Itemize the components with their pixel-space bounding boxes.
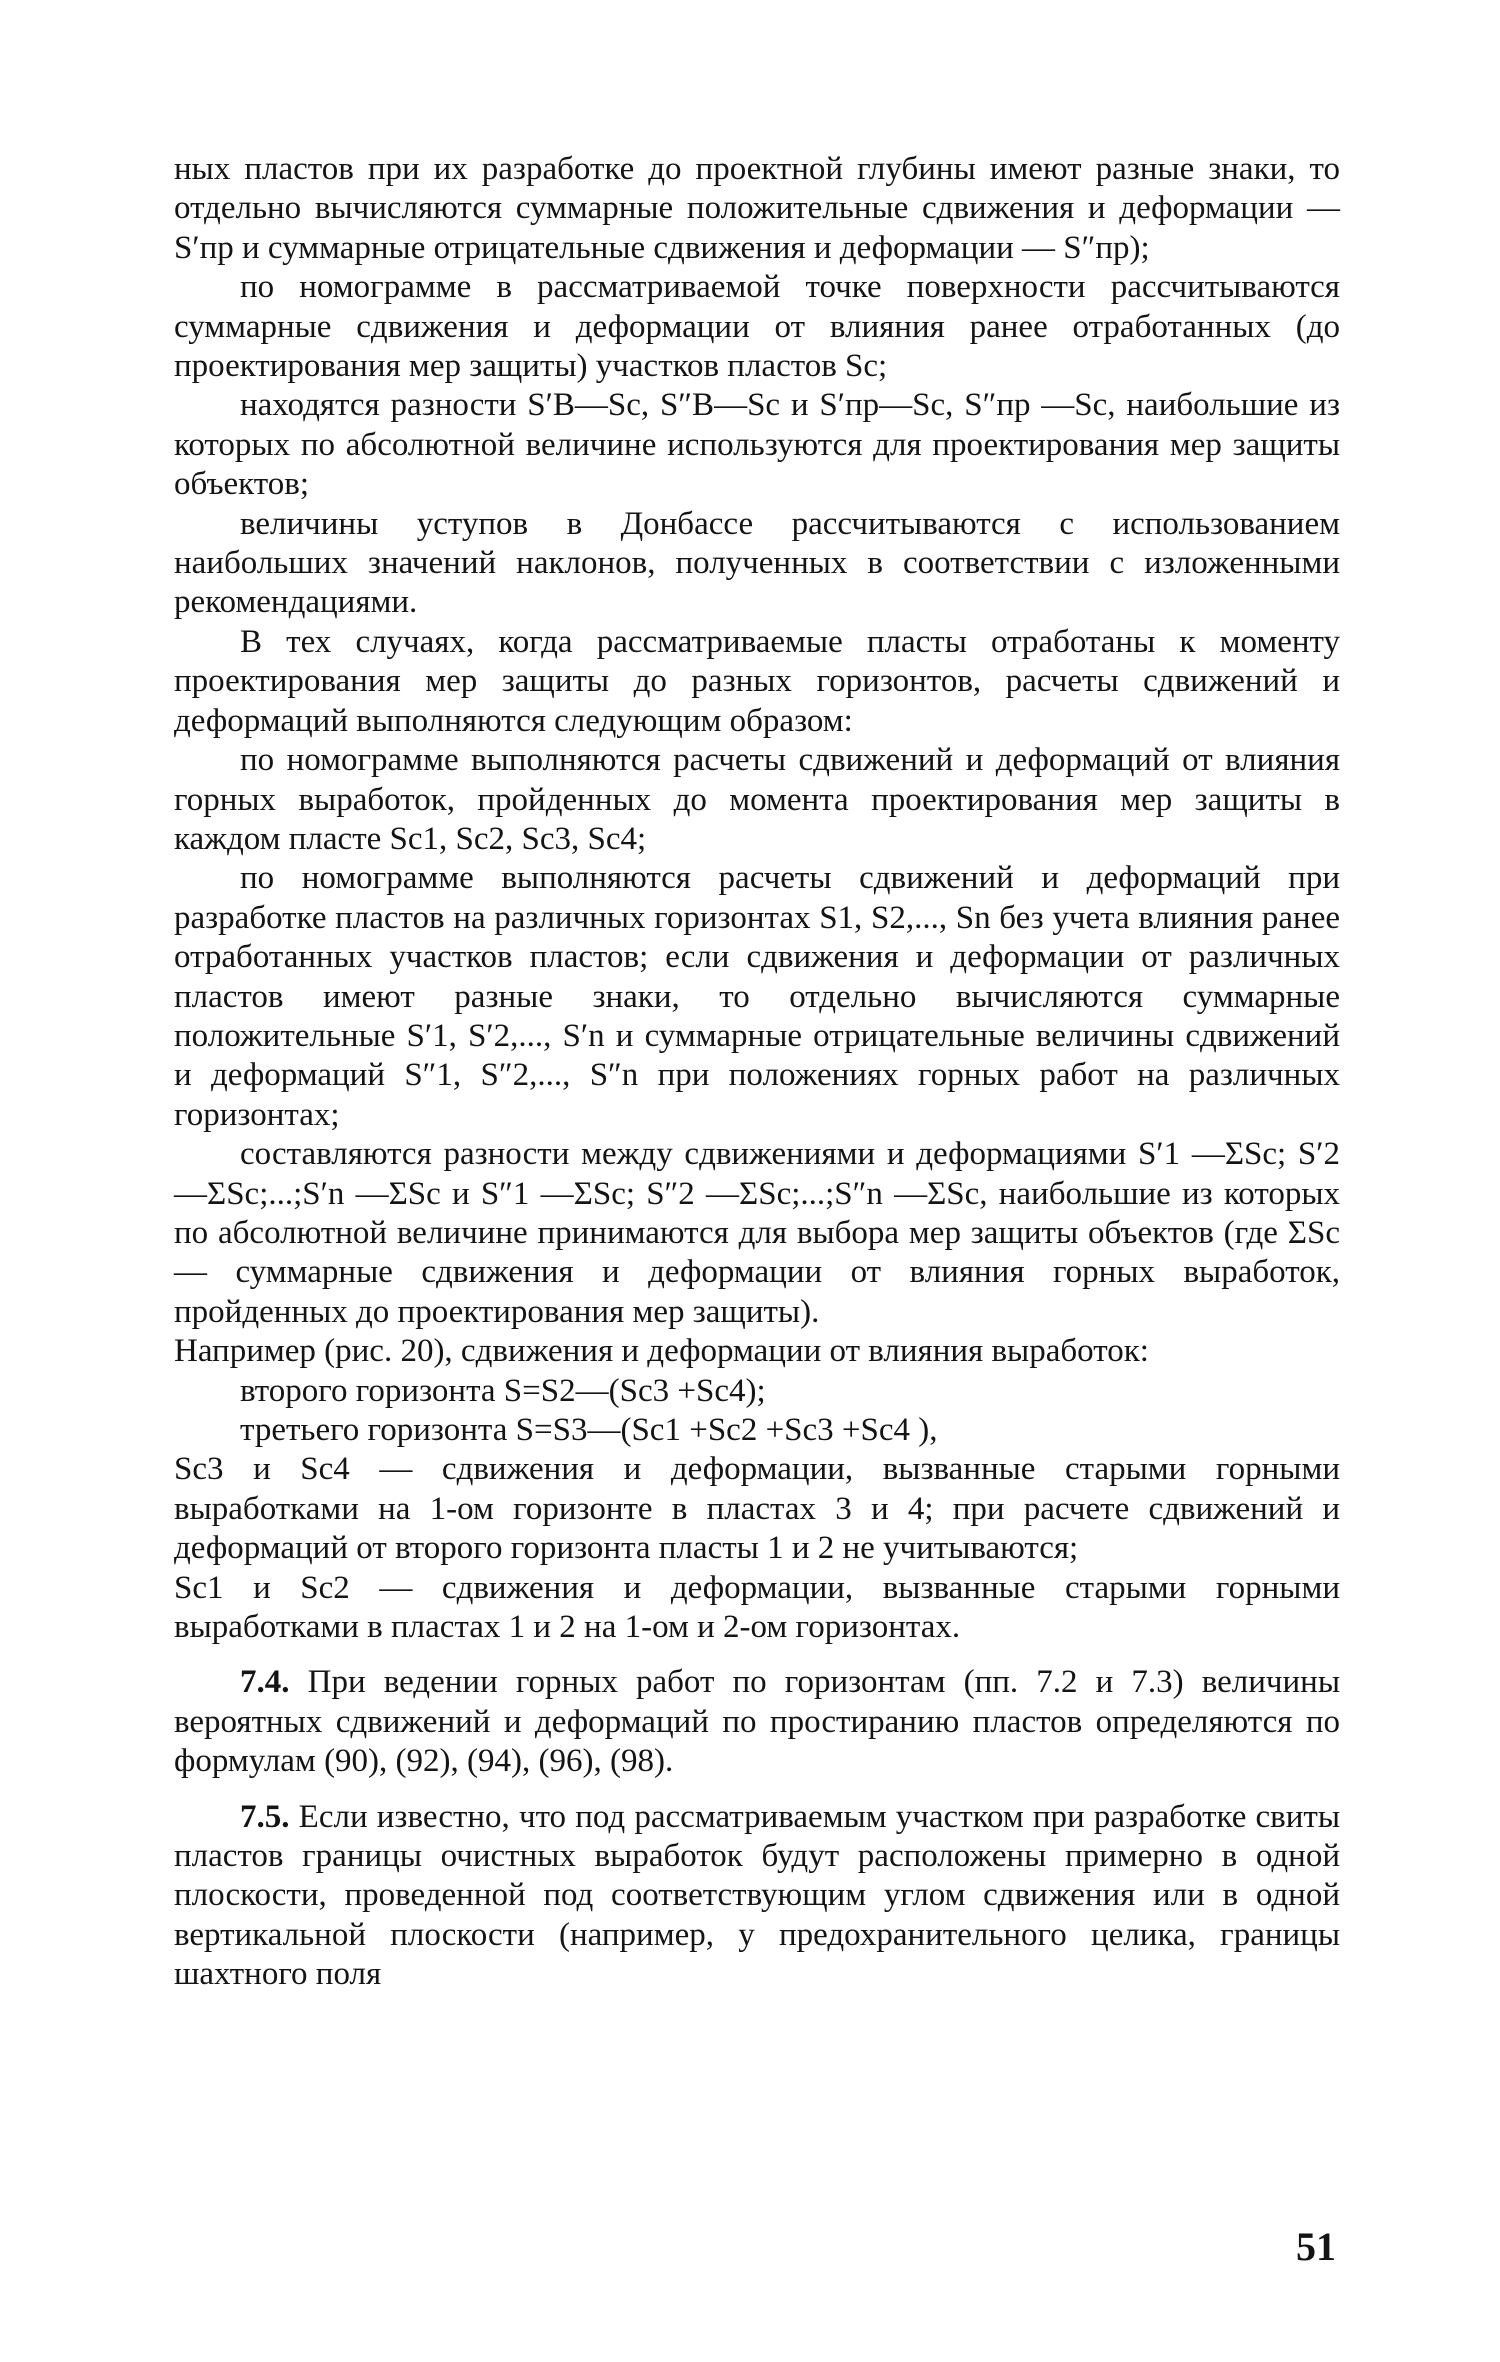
paragraph-donbass-steps: величины уступов в Донбассе рассчитываются с использованием наибольших значений наклонов, полученных в соответствии с изложенными рекомендациями. xyxy=(174,505,1340,621)
section-7-4-text: При ведении горных работ по горизонтам (пп. 7.2 и 7.3) величины вероятных сдвижений и деформаций по простиранию пластов определяются по формулам (90), (92), (94), (96), (98). xyxy=(174,1664,1340,1780)
body-text xyxy=(174,150,1340,1995)
paragraph-example: Например (рис. 20), сдвижения и деформации от влияния выработок: xyxy=(174,1333,1149,1370)
section-7-5-text: Если известно, что под рассматриваемым участком при разработке свиты пластов границы очистных выработок будут расположены примерно в одной плоскости, проведенной под соответствующим углом сдвижения или в одной вертикальной плоскости (например, у предохранительного целика, границы шахтного поля xyxy=(174,1798,1340,1993)
paragraph-nomogram-total: по номограмме в рассматриваемой точке поверхности рассчитываются суммарные сдвижения и деформации от влияния ранее отработанных (до проектирования мер защиты) участков пластов Sc; xyxy=(174,269,1340,385)
paragraph-compose-differences: составляются разности между сдвижениями и деформациями S′1 —ΣSc; S′2 —ΣSc;...;S′n —ΣSc и S″1 —ΣSc; S″2 —ΣSc;...;S″n —ΣSc, наибольшие из которых по абсолютной величине принимаются для выбора мер защиты объектов (где ΣSc — суммарные сдвижения и деформации от влияния горных выработок, пройденных до проектирования мер защиты). xyxy=(174,1136,1340,1330)
section-7-4-number: 7.4. xyxy=(240,1664,290,1701)
paragraph-continuation: ных пластов при их разработке до проектной глубины имеют разные знаки, то отдельно вычисляются суммарные положительные сдвижения и деформации — S′пр и суммарные отрицательные сдвижения и деформации — S″пр); xyxy=(174,151,1340,266)
paragraph-differences: находятся разности S′B—Sc, S″B—Sc и S′пр—Sc, S″пр —Sc, наибольшие из которых по абсолютной величине используются для проектирования мер защиты объектов; xyxy=(174,387,1340,503)
paragraph-nomogram-horizons: по номограмме выполняются расчеты сдвижений и деформаций при разработке пластов на различных горизонтах S1, S2,..., Sn без учета влияния ранее отработанных участков пластов; если сдвижения и деформации от различных пластов имеют разные знаки, то отдельно вычисляются суммарные положительные S′1, S′2,..., S′n и суммарные отрицательные величины сдвижений и деформаций S″1, S″2,..., S″n при положениях горных работ на различных горизонтах; xyxy=(174,860,1340,1133)
formula-second-horizon: второго горизонта S=S2—(Sc3 +Sc4); xyxy=(240,1372,766,1409)
paragraph-sc3-sc4: Sc3 и Sc4 — сдвижения и деформации, вызванные старыми горными выработками на 1-ом горизонте в пластах 3 и 4; при расчете сдвижений и деформаций от второго горизонта пласты 1 и 2 не учитываются; xyxy=(174,1451,1340,1567)
paragraph-sc1-sc2: Sc1 и Sc2 — сдвижения и деформации, вызванные старыми горными выработками в пластах 1 и 2 на 1-ом и 2-ом горизонтах. xyxy=(174,1569,1340,1646)
page-number: 51 xyxy=(1296,2224,1336,2269)
section-7-4 xyxy=(174,1663,1340,1781)
paragraph-nomogram-each-seam: по номограмме выполняются расчеты сдвижений и деформаций от влияния горных выработок, пройденных до момента проектирования мер защиты в каждом пласте Sc1, Sc2, Sc3, Sc4; xyxy=(174,742,1340,857)
formula-third-horizon: третьего горизонта S=S3—(Sc1 +Sc2 +Sc3 +Sc4 ), xyxy=(240,1412,938,1448)
section-7-5-number: 7.5. xyxy=(240,1798,290,1835)
paragraph-different-horizons: В тех случаях, когда рассматриваемые пласты отработаны к моменту проектирования мер защиты до разных горизонтов, расчеты сдвижений и деформаций выполняются следующим образом: xyxy=(174,623,1340,739)
section-7-5 xyxy=(174,1798,1340,1995)
